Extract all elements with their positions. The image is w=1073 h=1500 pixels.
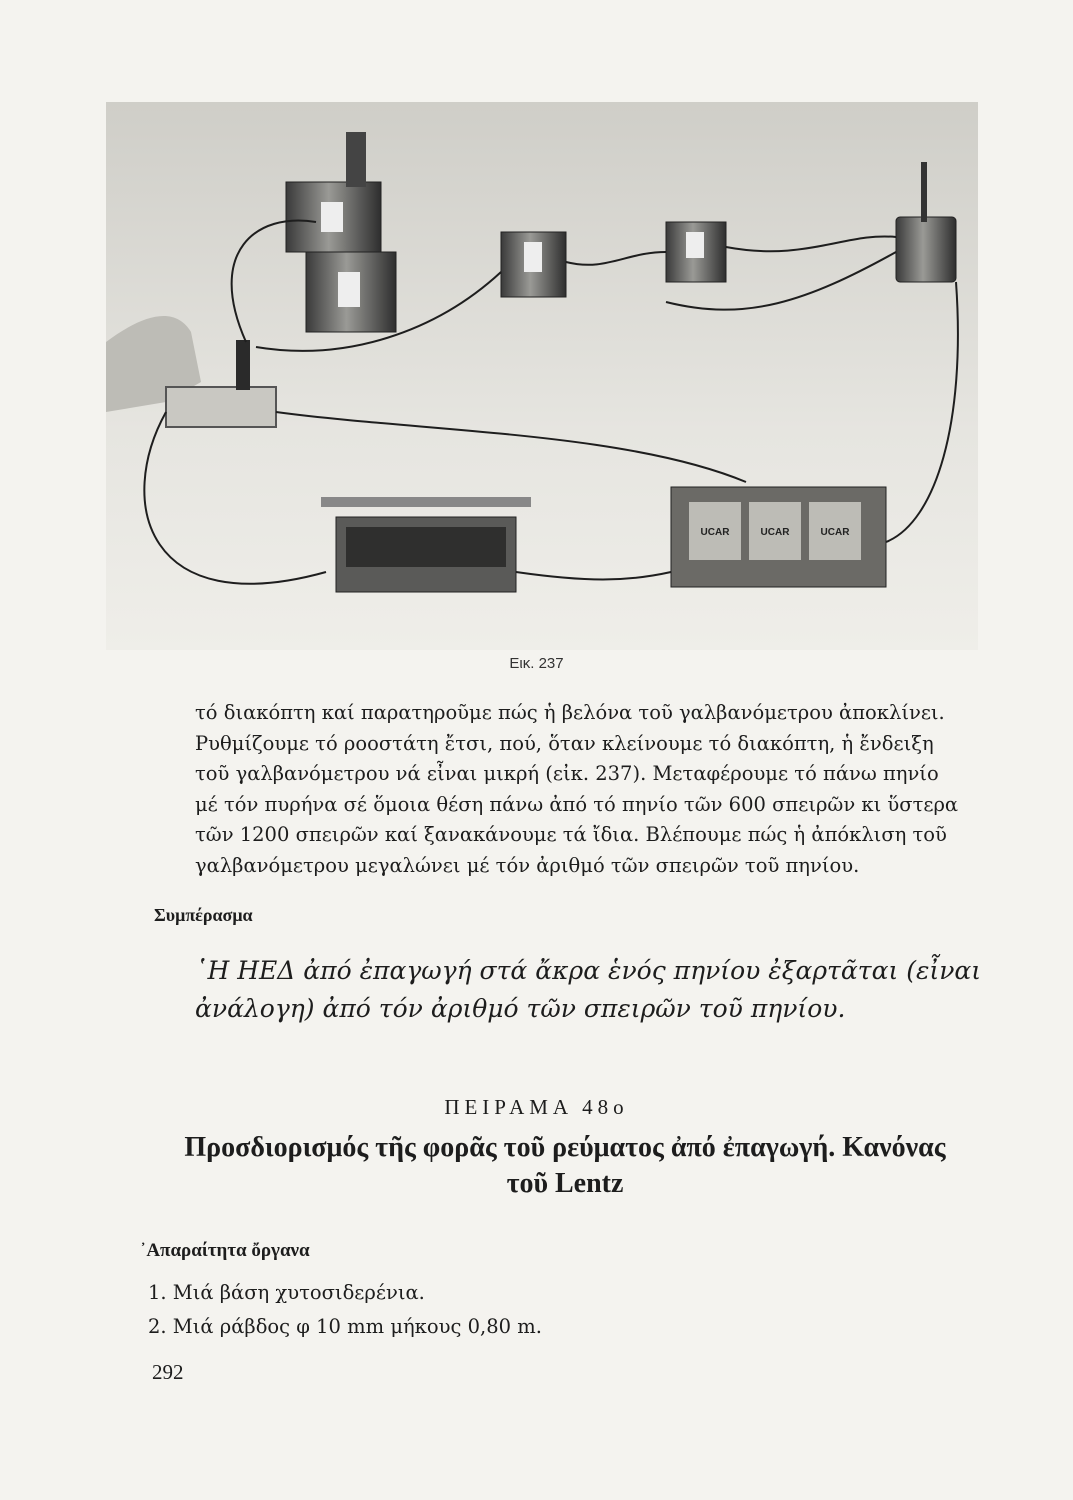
paragraph-line: τῶν 1200 σπειρῶν καί ξανακάνουμε τά ἴδια. Βλέπουμε πώς ἡ ἀπόκλιση τοῦ bbox=[195, 823, 947, 846]
list-item: 2. Μιά ράβδος φ 10 mm μήκους 0,80 m. bbox=[148, 1315, 542, 1338]
experiment-label: ΠΕΙΡΑΜΑ 48ο bbox=[444, 1095, 629, 1119]
paragraph-line: μέ τόν πυρήνα σέ ὅμοια θέση πάνω ἀπό τό πηνίο τῶν 600 σπειρῶν κι ὕστερα bbox=[195, 792, 959, 816]
required-instruments-heading: ᾿Απαραίτητα ὄργανα bbox=[140, 1240, 310, 1261]
coil-middle bbox=[501, 232, 566, 297]
body-paragraph bbox=[195, 698, 959, 881]
switch-base bbox=[166, 387, 276, 427]
apparatus-photo bbox=[106, 102, 978, 650]
figure-caption: Εικ. 237 bbox=[509, 655, 564, 672]
battery-label: UCAR bbox=[700, 527, 730, 538]
paragraph-line: τό διακόπτη καί παρατηροῦμε πώς ἡ βελόνα τοῦ γαλβανόμετρου ἀποκλίνει. bbox=[195, 701, 945, 724]
conclusion-line: ῾Η ΗΕΔ ἀπό ἐπαγωγή στά ἄκρα ἑνός πηνίου ἐξαρτᾶται (εἶναι bbox=[195, 956, 982, 985]
apparatus-drawing bbox=[106, 102, 978, 650]
page-number: 292 bbox=[152, 1360, 184, 1384]
required-instruments-list bbox=[148, 1276, 542, 1344]
conclusion-line: ἀνάλογη) ἀπό τόν ἀριθμό τῶν σπειρῶν τοῦ πηνίου. bbox=[195, 994, 846, 1023]
experiment-title bbox=[140, 1130, 990, 1202]
paragraph-line: Ρυθμίζουμε τό ροοστάτη ἔτσι, πού, ὅταν κλείνουμε τό διακόπτη, ἡ ἔνδειξη bbox=[195, 731, 934, 755]
list-item: 1. Μιά βάση χυτοσιδερένια. bbox=[148, 1281, 425, 1304]
battery-box bbox=[671, 487, 886, 587]
experiment-title-line: τοῦ Lentz bbox=[506, 1168, 624, 1199]
experiment-title-line: Προσδιορισμός τῆς φορᾶς τοῦ ρεύματος ἀπό ἐπαγωγή. Κανόνας bbox=[184, 1132, 946, 1163]
switch-post bbox=[236, 340, 250, 390]
coil-right-middle bbox=[666, 222, 726, 282]
conclusion-heading: Συμπέρασμα bbox=[154, 905, 253, 925]
battery-label: UCAR bbox=[760, 527, 790, 538]
conclusion-text bbox=[195, 952, 982, 1028]
paragraph-line: τοῦ γαλβανόμετρου νά εἶναι μικρή (εἰκ. 237). Μεταφέρουμε τό πάνω πηνίο bbox=[195, 762, 939, 785]
battery-label: UCAR bbox=[820, 527, 850, 538]
paragraph-line: γαλβανόμετρου μεγαλώνει μέ τόν ἀριθμό τῶν σπειρῶν τοῦ πηνίου. bbox=[195, 853, 860, 877]
